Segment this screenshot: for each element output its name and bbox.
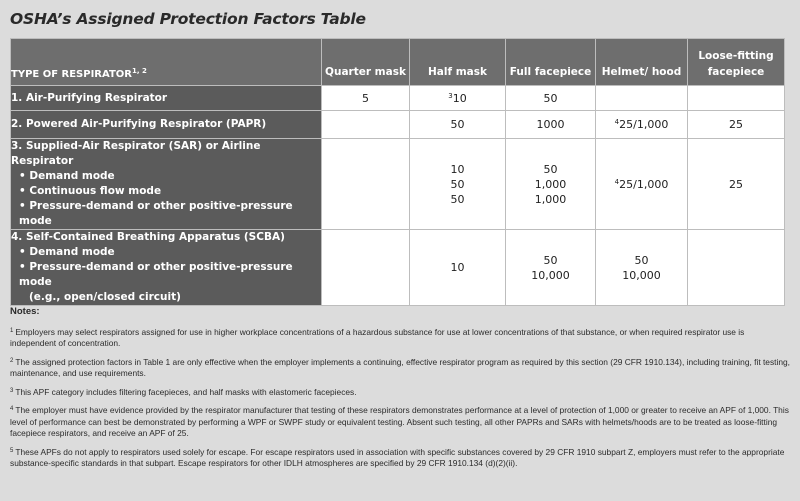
- cell-quarter-mask: [322, 139, 410, 230]
- cell-quarter-mask: 5: [322, 86, 410, 111]
- cell-quarter-mask: [322, 230, 410, 306]
- notes-section: [10, 306, 790, 477]
- note-5: $^5$ These APFs do not apply to respirators used solely for escape. For escape respirators used in association with specific substances covered by 29 CFR 1910 subpart Z, employers must refer to the appropriate substance-specific standards in that subpart. Escape respirators for other IDLH atmospheres are specified by 29 CFR 1910.134 (d)(2)(ii).: [10, 446, 785, 468]
- cell-full-facepiece: 1000: [506, 111, 596, 139]
- cell-half-mask: 10 50 50: [410, 139, 506, 230]
- cell-loose-fitting: [688, 230, 785, 306]
- table-row: [11, 139, 785, 230]
- note-3: $^3$ This APF category includes filtering facepieces, and half masks with elastomeric facepieces.: [10, 386, 357, 397]
- cell-loose-fitting: [688, 86, 785, 111]
- apf-table: [10, 38, 785, 306]
- row-label: 1. Air-Purifying Respirator: [11, 86, 322, 111]
- table-row: [11, 111, 785, 139]
- cell-helmet-hood: $^4$25/1,000: [596, 111, 688, 139]
- header-helmet-hood: Helmet/ hood: [596, 39, 688, 86]
- cell-half-mask: 50: [410, 111, 506, 139]
- cell-half-mask: 10: [410, 230, 506, 306]
- note-4: $^4$ The employer must have evidence provided by the respirator manufacturer that testing of these respirators demonstrates performance at a level of protection of 1,000 or greater to receive an APF of 1,000. This level of performance can best be demonstrated by performing a WPF or SWPF study or equivalent testing. Absent such testing, all other PAPRs and SARs with helmets/hoods are to be treated as loose-fitting facepiece respirators, and receive an APF of 25.: [10, 405, 789, 438]
- cell-full-facepiece: 50 1,000 1,000: [506, 139, 596, 230]
- table-row: [11, 86, 785, 111]
- cell-loose-fitting: 25: [688, 111, 785, 139]
- header-quarter-mask: Quarter mask: [322, 39, 410, 86]
- table-title: OSHA’s Assigned Protection Factors Table: [10, 10, 366, 28]
- cell-full-facepiece: 50 10,000: [506, 230, 596, 306]
- notes-heading: Notes:: [10, 306, 40, 317]
- cell-half-mask: $^3$10: [410, 86, 506, 111]
- table-row: [11, 230, 785, 306]
- note-2: $^2$ The assigned protection factors in Table 1 are only effective when the employer implements a continuing, effective respirator program as required by this section (29 CFR 1910.134), including training, fit testing, maintenance, and use requirements.: [10, 356, 790, 378]
- table-header-row: [11, 39, 785, 86]
- cell-helmet-hood: [596, 86, 688, 111]
- cell-full-facepiece: 50: [506, 86, 596, 111]
- header-loose-fitting-facepiece: Loose-fitting facepiece: [688, 39, 785, 86]
- header-half-mask: Half mask: [410, 39, 506, 86]
- cell-loose-fitting: 25: [688, 139, 785, 230]
- row-label: 2. Powered Air-Purifying Respirator (PAPR): [11, 111, 322, 139]
- cell-helmet-hood: $^4$25/1,000: [596, 139, 688, 230]
- row-label: 4. Self-Contained Breathing Apparatus (SCBA) • Demand mode • Pressure-demand or other positive-pressure mode (e.g., open/closed circuit): [11, 230, 322, 306]
- row-label: 3. Supplied-Air Respirator (SAR) or Airline Respirator • Demand mode • Continuous flow mode • Pressure-demand or other positive-pressure mode: [11, 139, 322, 230]
- note-1: $^1$ Employers may select respirators assigned for use in higher workplace concentrations of a hazardous substance for use at lower concentrations of that substance, or when required respirator use is independent of concentration.: [10, 326, 745, 348]
- cell-quarter-mask: [322, 111, 410, 139]
- header-full-facepiece: Full facepiece: [506, 39, 596, 86]
- cell-helmet-hood: 50 10,000: [596, 230, 688, 306]
- header-type-of-respirator: TYPE OF RESPIRATOR$^{1, 2}$: [11, 39, 322, 86]
